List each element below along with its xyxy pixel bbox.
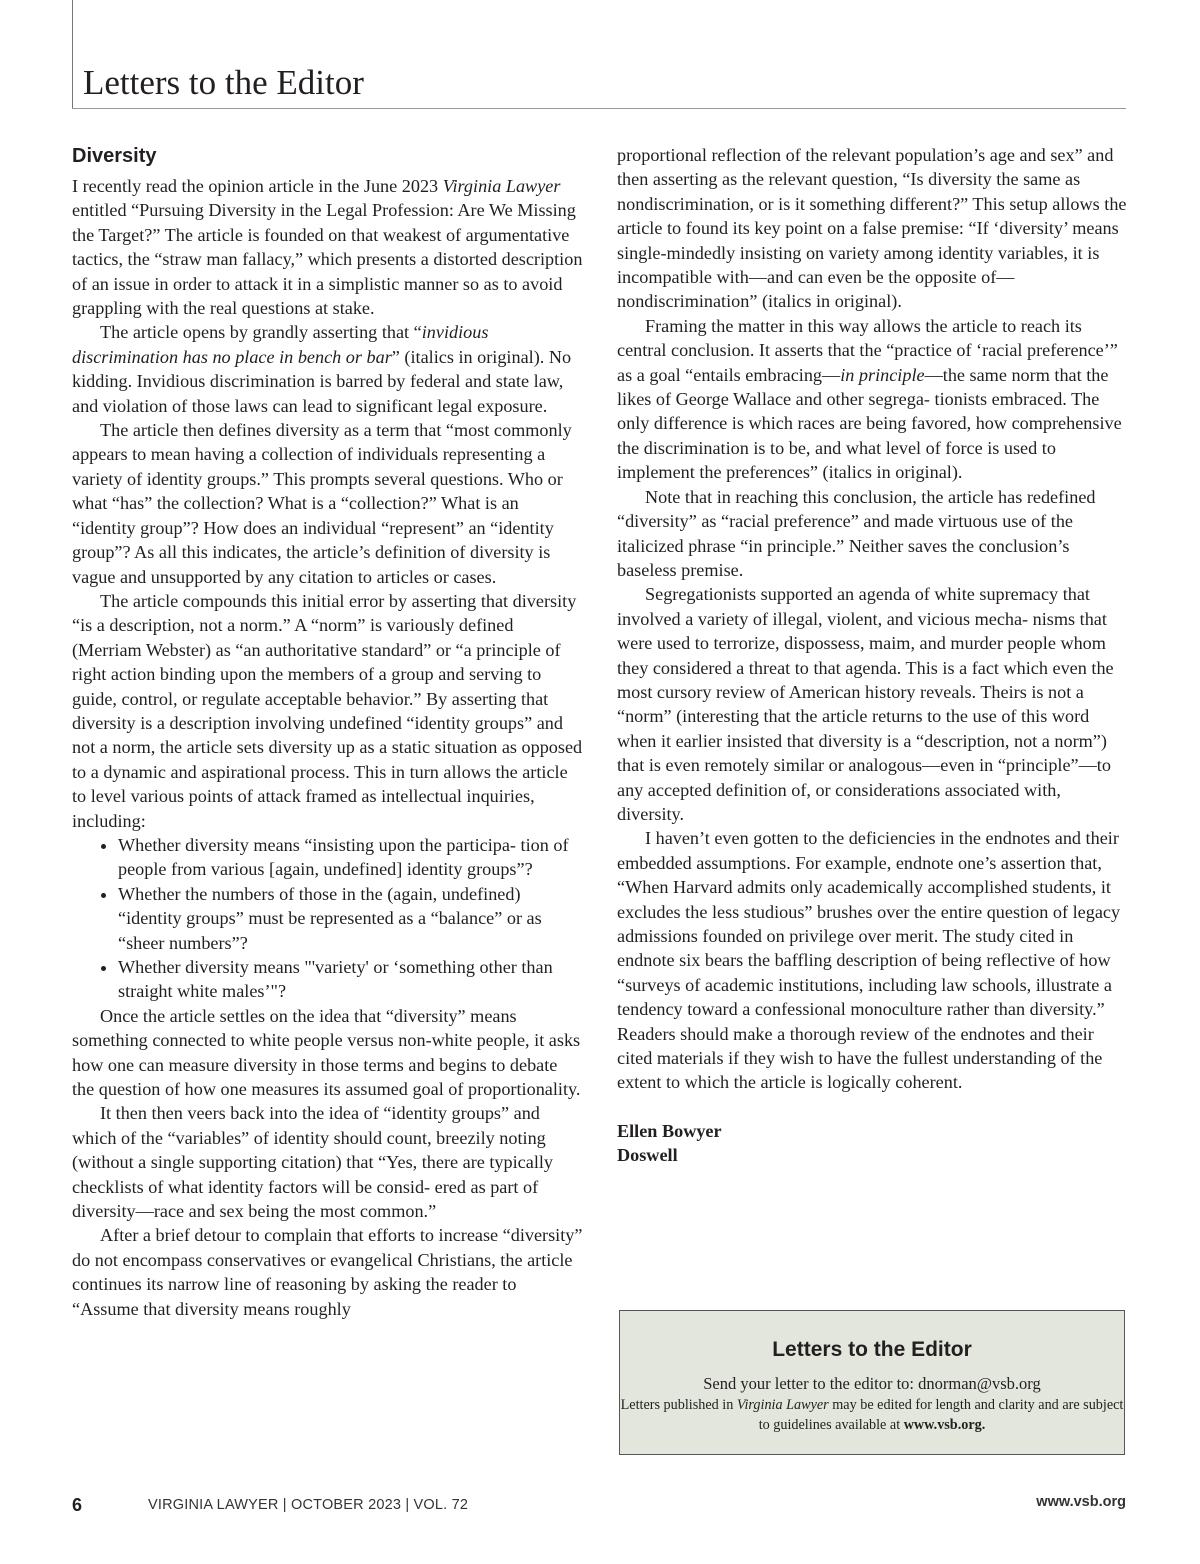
paragraph-2-quote: invidious discrimination has no place in bench or bar (72, 322, 489, 367)
paragraph-1-rest: entitled “Pursuing Diversity in the Legal Profession: Are We Missing the Target?” The article is founded on that weakest of argumentative tactics, the “straw man fallacy,” which presents a distorted description of an issue in order to attack it in a simplistic manner so as to avoid grappling with the real questions at stake. (72, 200, 583, 319)
signature (617, 1119, 1129, 1168)
paragraph-8: proportional reflection of the relevant population’s age and sex” and then asserting as the relevant question, “Is diversity the same as nondiscrimination, or is it something different?” This setup allows the article to found its key point on a false premise: “If ‘diversity’ means single-mindedly insisting on variety among identity variables, it is incompatible with—and can even be the opposite of—nondiscrimination” (italics in original). (617, 145, 1127, 312)
paragraph-9-rest: —the same norm that the likes of George Wallace and other segrega- tionists embraced. The only difference is which races are being favored, how comprehensive the discrimination is to be, and what level of force is used to implement the preferences” (italics in original). (617, 364, 1122, 483)
magazine-name: Virginia Lawyer (442, 176, 561, 196)
callout-url: www.vsb.org. (903, 1417, 986, 1433)
bullet-item: • Whether diversity means "'variety' or ‘something other than straight white males’"? (118, 955, 584, 1004)
callout-send-line: Send your letter to the editor to: dnorman@vsb.org (703, 1374, 1041, 1393)
callout-guidelines-mid: may be edited for length and clarity and are subject to guidelines available at (758, 1397, 1124, 1433)
bullet-item: • Whether the numbers of those in the (again, undefined) “identity groups” must be represented as a “balance” or as “sheer numbers”? (118, 882, 584, 955)
paragraph-2-rest: ” (italics in original). No kidding. Invidious discrimination is barred by federal and state law, and violation of those laws can lead to significant legal exposure. (72, 346, 572, 416)
callout-magazine-name: Virginia Lawyer (736, 1397, 829, 1413)
paragraph-7: After a brief detour to complain that efforts to increase “diversity” do not encompass conservatives or evangelical Christians, the article continues its narrow line of reasoning by asking the reader to “Assume that diversity means roughly (72, 1225, 583, 1319)
paragraph-5: Once the article settles on the idea that “diversity” means something connected to white people versus non-white people, it asks how one can measure diversity in those terms and begins to debate the question of how one measures its assumed goal of proportionality. (72, 1005, 581, 1100)
paragraph-9 (617, 314, 1129, 485)
paragraph-3: The article then defines diversity as a term that “most commonly appears to mean having a collection of individuals representing a variety of identity groups.” This prompts several questions. Who or what “has” the collection? What is a “collection?” What is an “identity group”? How does an individual “represent” an “identity group”? As all this indicates, the article’s definition of diversity is vague and unsupported by any citation to articles or cases. (72, 420, 572, 587)
footer-url: www.vsb.org (1036, 1494, 1126, 1510)
paragraph-2 (72, 320, 584, 418)
paragraph-1 (72, 174, 584, 320)
paragraph-9-start: Framing the matter in this way allows the article to reach its central conclusion. It asserts that the “practice of ‘racial preference’” as a goal “entails embracing— (617, 315, 1118, 385)
author-location: Doswell (617, 1145, 678, 1166)
paragraph-4: The article compounds this initial error by asserting that diversity “is a description, not a norm.” A “norm” is variously defined (Merriam Webster) as “an authoritative standard” or “a principle of right action binding upon the members of a group and serving to guide, control, or regulate acceptable behavior.” By asserting that diversity is a description involving undefined “identity groups” and not a norm, the article sets diversity up as a static situation as opposed to a dynamic and aspirational process. This in turn allows the article to level various points of attack framed as intellectual inquiries, including: (72, 590, 583, 831)
left-column (72, 142, 584, 1321)
paragraph-9-italic: in principle (840, 364, 925, 385)
page-title: Letters to the Editor (83, 63, 364, 102)
callout-title: Letters to the Editor (772, 1338, 972, 1361)
bullet-list (72, 833, 584, 1004)
submission-callout-box (619, 1310, 1125, 1455)
paragraph-12: I haven’t even gotten to the deficiencies in the endnotes and their embedded assumptions. For example, endnote one’s assertion that, “When Harvard admits only academically accomplished students, it excludes the less studious” brushes over the entire question of legacy admissions founded on privilege over merit. The study cited in endnote six bears the baffling description of being reflective of how “surveys of academic institutions, including law schools, illustrate a tendency toward a confessional monoculture rather than diversity.” Readers should make a thorough review of the endnotes and their cited materials if they wish to have the fullest understanding of the extent to which the article is logically coherent. (617, 828, 1121, 1093)
paragraph-1-start: I recently read the opinion article in the June 2023 (72, 176, 443, 196)
page-number: 6 (72, 1495, 83, 1515)
section-heading: Diversity (72, 145, 157, 167)
callout-guidelines (620, 1395, 1124, 1435)
right-column (617, 143, 1129, 1168)
paragraph-6: It then then veers back into the idea of “identity groups” and which of the “variables” of identity should count, breezily noting (without a single supporting citation) that “Yes, there are typically checklists of what identity factors will be consid- ered as part of diversity—race and sex being the most common.” (72, 1103, 554, 1222)
author-name: Ellen Bowyer (617, 1120, 722, 1141)
header-vertical-rule (72, 0, 73, 108)
paragraph-11: Segregationists supported an agenda of white supremacy that involved a variety of illegal, violent, and vicious mecha- nisms that were used to terrorize, dispossess, maim, and murder people whom they considered a threat to that agenda. This is a fact which even the most cursory review of American history reveals. Theirs is not a “norm” (interesting that the article returns to the use of this word when it earlier insisted that diversity is a “description, not a norm”) that is even remotely similar or analogous—even in “principle”—to any accepted definition of, or considerations associated with, diversity. (617, 584, 1114, 824)
header-horizontal-rule (72, 108, 1126, 109)
bullet-item: • Whether diversity means “insisting upon the participa- tion of people from various [again, undefined] identity groups”? (118, 833, 584, 882)
callout-guidelines-start: Letters published in (620, 1397, 737, 1413)
footer-magazine-info: VIRGINIA LAWYER | OCTOBER 2023 | VOL. 72 (148, 1497, 469, 1513)
paragraph-10: Note that in reaching this conclusion, the article has redefined “diversity” as “racial preference” and made virtuous use of the italicized phrase “in principle.” Neither saves the conclusion’s baseless premise. (617, 486, 1096, 580)
paragraph-2-start: The article opens by grandly asserting that “ (100, 322, 422, 343)
